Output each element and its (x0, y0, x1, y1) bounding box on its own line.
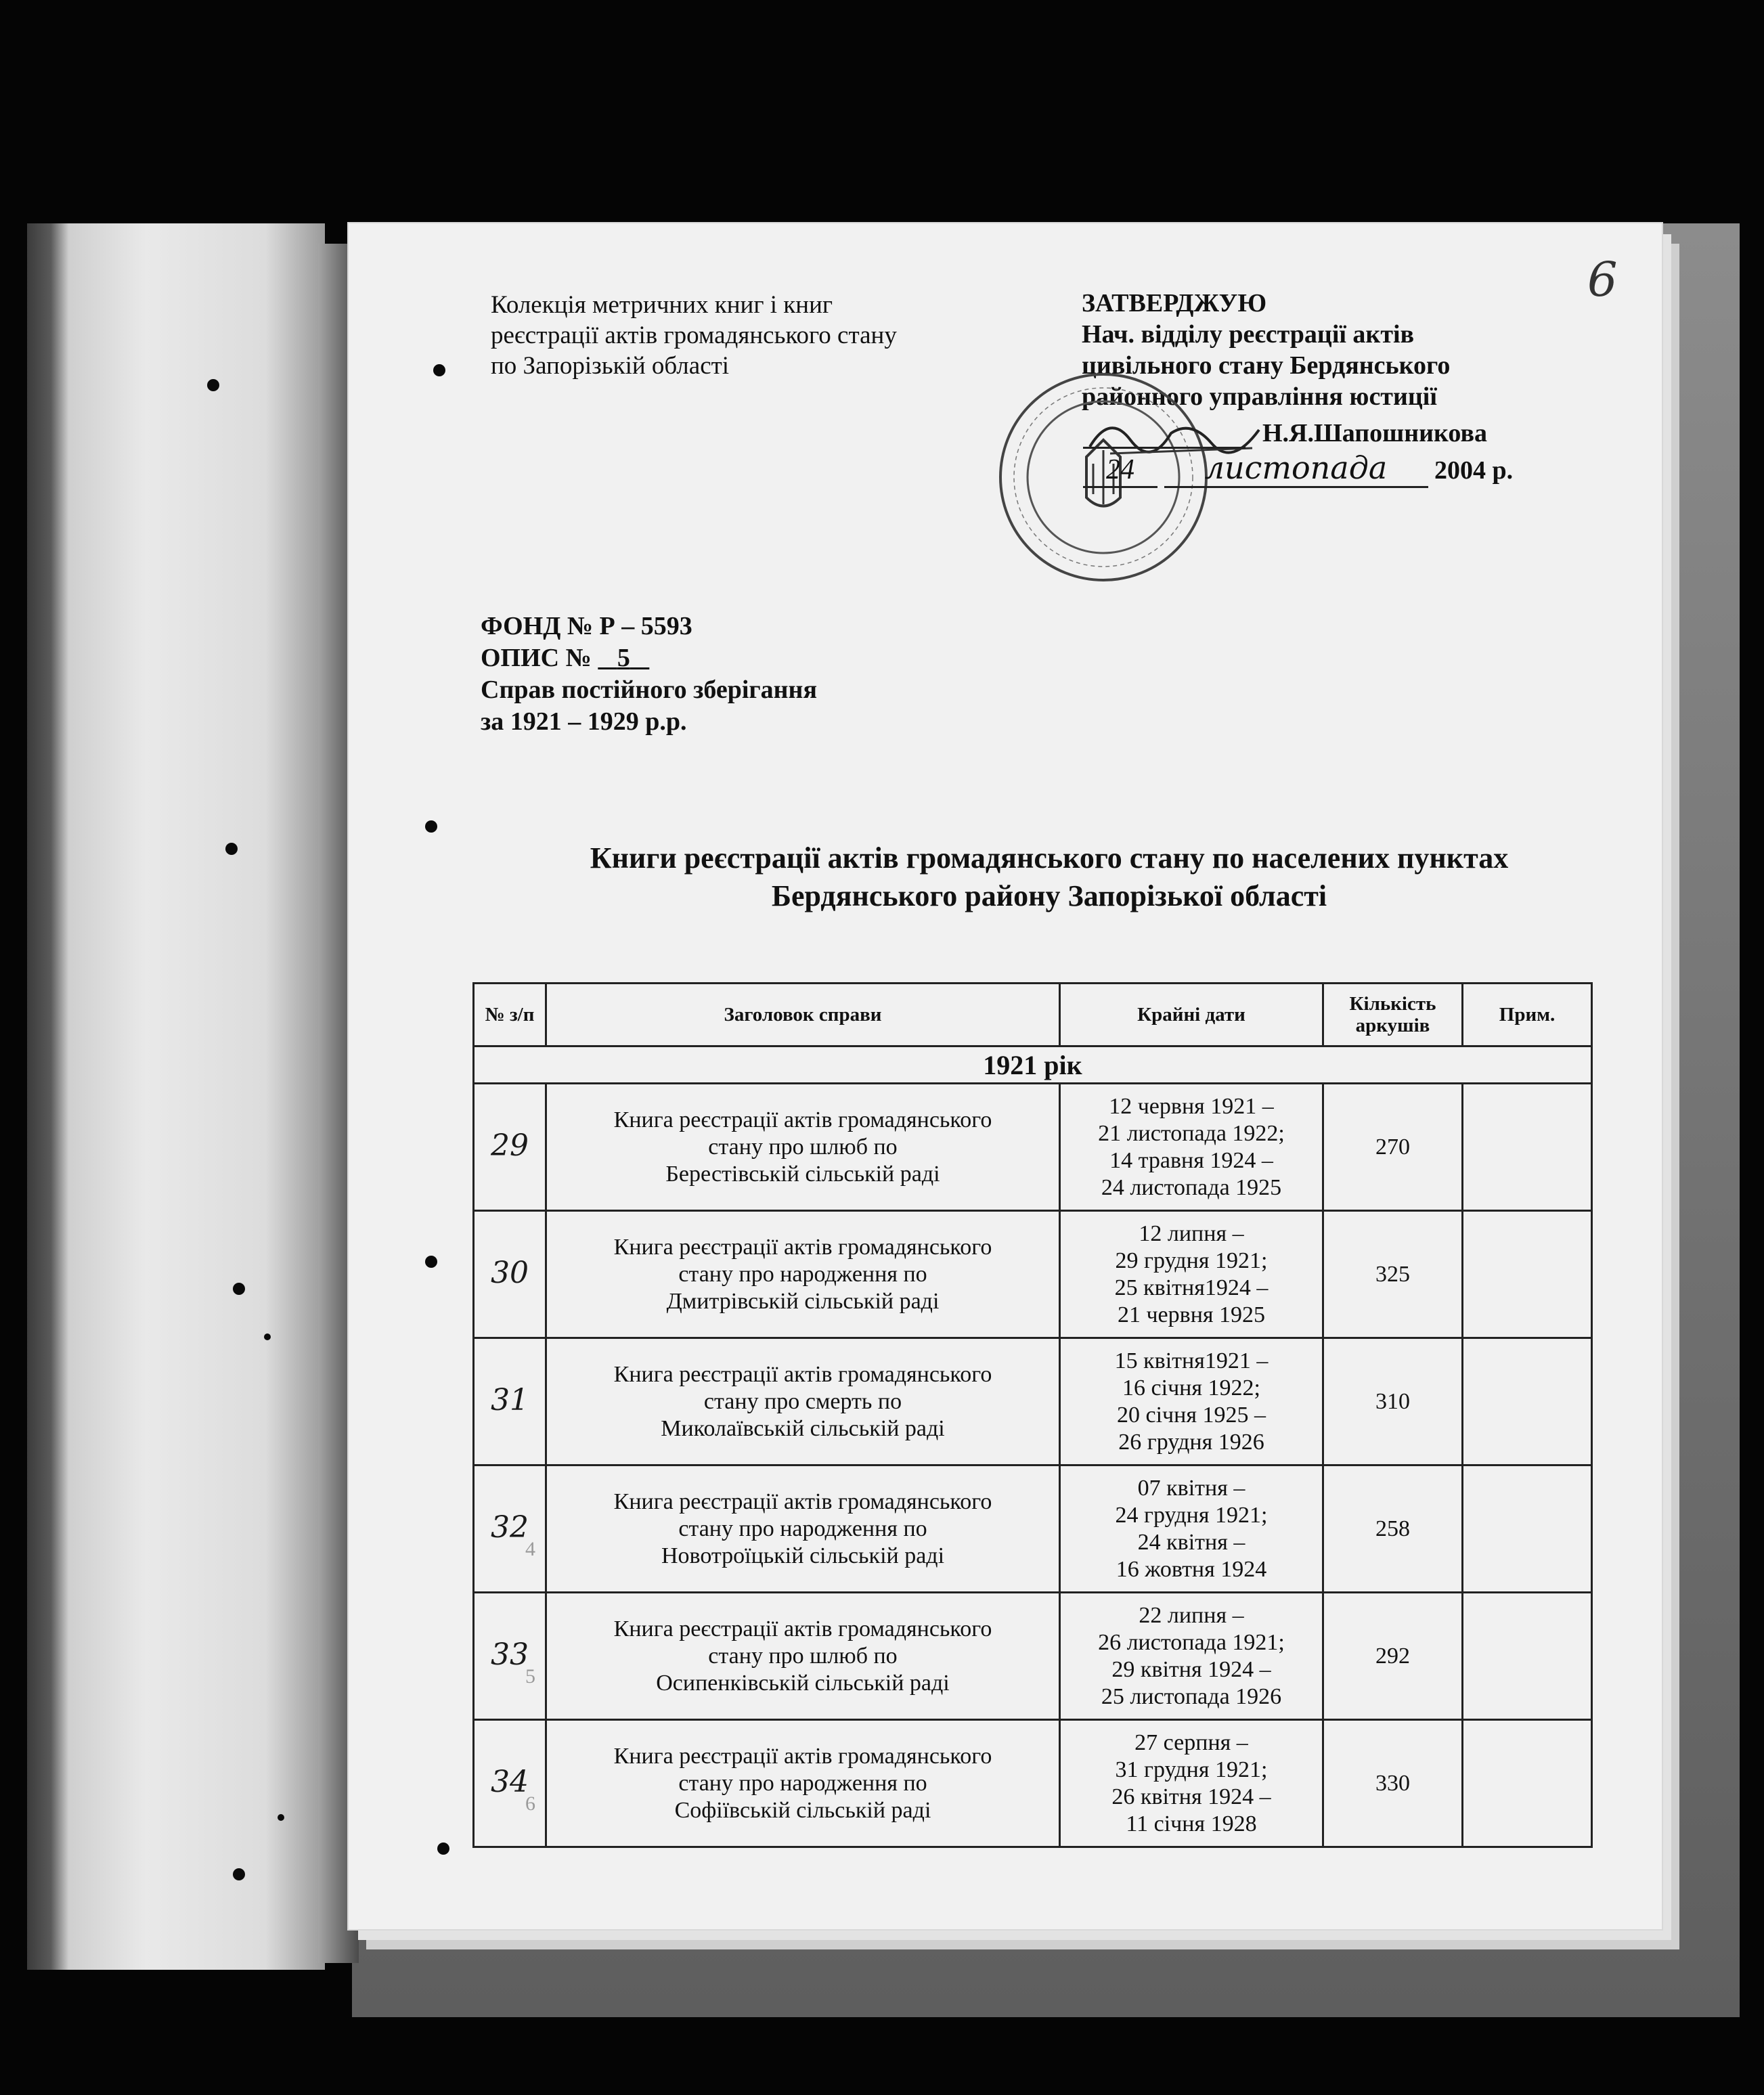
date-line: 15 квітня1921 – (1114, 1348, 1269, 1373)
row-sheets-cell: 330 (1323, 1720, 1463, 1847)
row-title-cell (546, 1084, 1060, 1211)
title-line: Книга реєстрації актів громадянського (613, 1488, 992, 1514)
title-line: стану про народження по (678, 1770, 927, 1796)
row-dates-cell (1060, 1338, 1323, 1465)
approval-title: ЗАТВЕРДЖУЮ (1082, 289, 1267, 317)
table-row (474, 1211, 1592, 1338)
original-row-number: 6 (525, 1792, 535, 1815)
date-line: 26 грудня 1926 (1118, 1429, 1264, 1455)
approval-date-day: 24 (1083, 454, 1157, 488)
date-line: 24 листопада 1925 (1101, 1174, 1282, 1200)
title-line: Новотроїцькій сільській раді (661, 1543, 945, 1568)
register-table (472, 982, 1593, 1848)
title-line: Книга реєстрації актів громадянського (613, 1361, 992, 1387)
fond-number: ФОНД № Р – 5593 (481, 612, 692, 640)
date-line: 11 січня 1928 (1126, 1811, 1257, 1836)
title-line: стану про шлюб по (708, 1134, 898, 1160)
storage-line: Справ постійного зберігання (481, 676, 818, 704)
title-line: Миколаївській сільській раді (661, 1415, 945, 1441)
title-line: Софіївській сільській раді (674, 1797, 931, 1823)
row-number-cell (474, 1593, 546, 1720)
col-header-dates: Крайні дати (1060, 984, 1323, 1046)
date-line: 27 серпня – (1134, 1729, 1248, 1755)
opys-line (481, 642, 954, 674)
handwritten-row-number: 30 (491, 1255, 529, 1290)
fond-block (481, 611, 954, 738)
title-line: Книга реєстрації актів громадянського (613, 1616, 992, 1641)
date-line: 22 липня – (1139, 1602, 1244, 1628)
row-title-cell (546, 1465, 1060, 1593)
punch-hole (233, 1283, 245, 1295)
date-line: 14 травня 1924 – (1109, 1147, 1273, 1173)
title-line: Берестівській сільській раді (665, 1161, 940, 1187)
title-line: Книга реєстрації актів громадянського (613, 1743, 992, 1769)
page-number: 6 (1587, 252, 1618, 307)
document-heading (467, 839, 1631, 915)
table-row (474, 1593, 1592, 1720)
col-header-sheets: Кількість аркушів (1323, 984, 1463, 1046)
year-row: 1921 рік (474, 1046, 1592, 1084)
date-line: 29 квітня 1924 – (1111, 1656, 1271, 1682)
row-note-cell (1463, 1465, 1592, 1593)
collection-line: реєстрації актів громадянського стану (491, 322, 897, 349)
row-dates-cell (1060, 1211, 1323, 1338)
title-line: Осипенківській сільській раді (656, 1670, 950, 1696)
row-number-cell (474, 1465, 546, 1593)
date-line: 21 листопада 1922; (1098, 1120, 1285, 1146)
row-title-cell (546, 1593, 1060, 1720)
date-line: 25 листопада 1926 (1101, 1683, 1282, 1709)
date-line: 31 грудня 1921; (1115, 1757, 1268, 1782)
title-line: Книга реєстрації актів громадянського (613, 1234, 992, 1260)
row-number-cell (474, 1211, 546, 1338)
date-line: 24 грудня 1921; (1115, 1502, 1268, 1528)
title-line: Дмитрівській сільській раді (666, 1288, 940, 1314)
collection-line: по Запорізькій області (491, 352, 730, 380)
title-line: стану про народження по (678, 1516, 927, 1541)
date-line: 12 червня 1921 – (1109, 1093, 1274, 1119)
table-row (474, 1084, 1592, 1211)
punch-hole (425, 1256, 437, 1268)
heading-line: Бердянського району Запорізької області (771, 879, 1327, 912)
date-line: 20 січня 1925 – (1117, 1402, 1266, 1428)
date-line: 25 квітня1924 – (1114, 1275, 1269, 1300)
row-sheets-cell: 258 (1323, 1465, 1463, 1593)
punch-hole (437, 1843, 449, 1855)
original-row-number: 4 (525, 1538, 535, 1560)
title-line: стану про шлюб по (708, 1643, 898, 1669)
approval-date (1083, 449, 1513, 488)
punch-hole (207, 379, 219, 391)
handwritten-row-number: 32 (491, 1509, 529, 1545)
punch-hole (225, 843, 238, 855)
row-dates-cell (1060, 1720, 1323, 1847)
row-sheets-cell: 292 (1323, 1593, 1463, 1720)
col-header-note: Прим. (1463, 984, 1592, 1046)
handwritten-row-number: 33 (491, 1637, 529, 1672)
col-header-title: Заголовок справи (546, 984, 1060, 1046)
handwritten-row-number: 34 (491, 1764, 529, 1799)
collection-title (491, 290, 1046, 381)
row-number-cell (474, 1084, 546, 1211)
punch-hole (233, 1868, 245, 1880)
opys-number (598, 644, 649, 672)
heading-line: Книги реєстрації актів громадянського стану по населених пунктах (590, 841, 1509, 875)
row-note-cell (1463, 1720, 1592, 1847)
punch-hole (264, 1333, 271, 1340)
binder-strip (27, 223, 325, 1970)
table-row (474, 1720, 1592, 1847)
title-line: Книга реєстрації актів громадянського (613, 1107, 992, 1132)
table-row (474, 1338, 1592, 1465)
row-sheets-cell: 310 (1323, 1338, 1463, 1465)
approval-line: Нач. відділу реєстрації актів (1082, 320, 1415, 349)
opys-number-value: 5 (617, 644, 630, 672)
row-dates-cell (1060, 1593, 1323, 1720)
handwritten-row-number: 29 (491, 1128, 529, 1163)
punch-hole (278, 1814, 284, 1821)
row-title-cell (546, 1720, 1060, 1847)
table-body (474, 1046, 1592, 1847)
signature-line (1083, 447, 1245, 449)
row-note-cell (1463, 1084, 1592, 1211)
date-line: 12 липня – (1139, 1220, 1244, 1246)
date-line: 07 квітня – (1137, 1475, 1245, 1501)
row-note-cell (1463, 1338, 1592, 1465)
row-title-cell (546, 1211, 1060, 1338)
date-line: 26 квітня 1924 – (1111, 1784, 1271, 1809)
col-header-num: № з/п (474, 984, 546, 1046)
table-row (474, 1465, 1592, 1593)
title-line: стану про народження по (678, 1261, 927, 1287)
date-line: 26 листопада 1921; (1098, 1629, 1285, 1655)
original-row-number: 5 (525, 1665, 535, 1688)
punch-hole (425, 820, 437, 833)
date-line: 29 грудня 1921; (1115, 1248, 1268, 1273)
row-note-cell (1463, 1211, 1592, 1338)
period-line: за 1921 – 1929 р.р. (481, 707, 687, 736)
opys-label: ОПИС № (481, 644, 592, 672)
approval-date-year: 2004 р. (1434, 456, 1514, 485)
title-line: стану про смерть по (703, 1388, 902, 1414)
row-note-cell (1463, 1593, 1592, 1720)
approval-line: цивільного стану Бердянського (1082, 351, 1451, 380)
date-line: 16 жовтня 1924 (1116, 1556, 1267, 1582)
date-line: 21 червня 1925 (1117, 1302, 1266, 1327)
date-line: 16 січня 1922; (1122, 1375, 1260, 1401)
date-line: 24 квітня – (1137, 1529, 1245, 1555)
row-title-cell (546, 1338, 1060, 1465)
approval-date-month: листопада (1164, 449, 1428, 488)
approval-line: районного управління юстиції (1082, 382, 1437, 411)
row-dates-cell (1060, 1465, 1323, 1593)
row-number-cell (474, 1720, 546, 1847)
row-number-cell (474, 1338, 546, 1465)
collection-line: Колекція метричних книг і книг (491, 291, 833, 319)
row-sheets-cell: 270 (1323, 1084, 1463, 1211)
row-sheets-cell: 325 (1323, 1211, 1463, 1338)
row-dates-cell (1060, 1084, 1323, 1211)
punch-hole (433, 364, 445, 376)
signer-name: Н.Я.Шапошникова (1262, 419, 1487, 447)
handwritten-row-number: 31 (491, 1382, 529, 1417)
